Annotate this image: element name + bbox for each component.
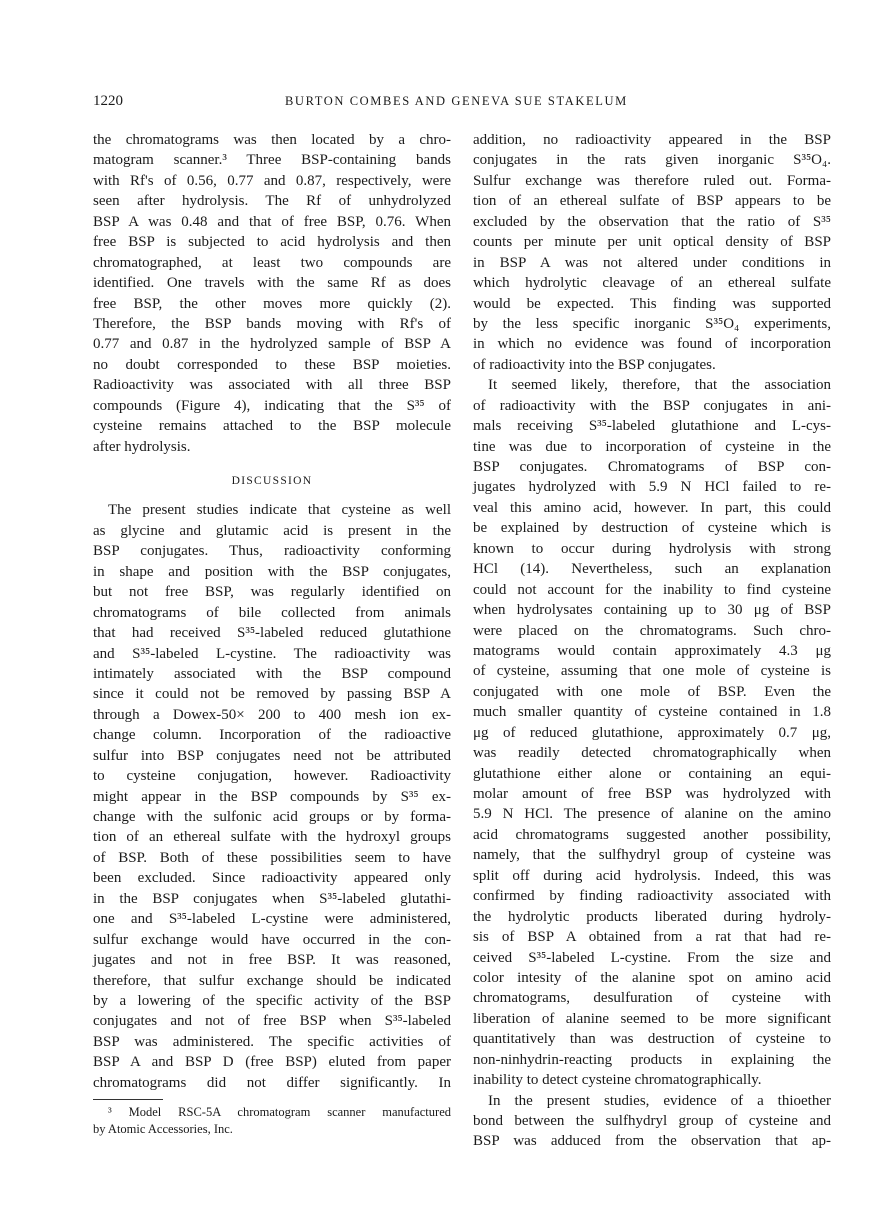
paragraph — [93, 500, 451, 1093]
text-line: bond between the sulfhydryl group of cysteine and — [473, 1113, 831, 1129]
text-line: HCl (14). Nevertheless, such an explanation — [473, 561, 831, 578]
footnote-line: by Atomic Accessories, Inc. — [93, 1122, 233, 1137]
text-line: Radioactivity was associated with all three BSP — [93, 377, 451, 394]
page-number: 1220 — [93, 93, 123, 109]
text-line: identified. One travels with the same Rf as does — [93, 275, 451, 292]
text-line: mals receiving S³⁵-labeled glutathione and L-cys- — [473, 418, 831, 435]
text-line: split off during acid hydrolysis. Indeed, this was — [473, 867, 831, 884]
text-line: change column. Incorporation of the radioactive — [93, 727, 451, 744]
text-line: might appear in the BSP compounds by S³⁵ ex- — [93, 788, 451, 805]
text-line: change with the sulfonic acid groups or by forma- — [93, 809, 451, 825]
text-line: to cysteine conjugation, however. Radioactivity — [93, 768, 451, 785]
text-line: through a Dowex-50× 200 to 400 mesh ion ex- — [93, 706, 451, 723]
text-line: much smaller quantity of cysteine contained in 1.8 — [473, 704, 831, 721]
text-line: in which no evidence was found of incorporation — [473, 336, 831, 353]
text-line: sulfur exchange would have occurred in the con- — [93, 931, 451, 948]
text-line: compounds (Figure 4), indicating that the S³⁵ of — [93, 397, 451, 414]
text-line: with Rf's of 0.56, 0.77 and 0.87, respectively, were — [93, 172, 451, 189]
paragraph — [473, 1091, 831, 1152]
text-line: sulfur into BSP conjugates need not be attributed — [93, 747, 451, 764]
text-line: been excluded. Since radioactivity appeared only — [93, 870, 451, 887]
paragraph — [473, 130, 831, 375]
footnote-line: ³ Model RSC-5A chromatogram scanner manufactured — [108, 1105, 451, 1120]
text-line: tion of an ethereal sulfate with the hydroxyl groups — [93, 829, 451, 846]
text-line: BSP was adduced from the observation that ap- — [473, 1133, 831, 1150]
text-line: jugates hydrolyzed with 5.9 N HCl failed to re- — [473, 479, 831, 496]
text-line: color intesity of the alanine spot on amino acid — [473, 969, 831, 986]
text-line: conjugates and not of free BSP when S³⁵-labeled — [93, 1013, 451, 1030]
text-line: excluded by the observation that the ratio of S³⁵ — [473, 213, 831, 230]
text-line: that had received S³⁵-labeled reduced glutathione — [93, 625, 451, 642]
text-line: after hydrolysis. — [93, 438, 191, 455]
text-line: veal this amino acid, however. In part, this could — [473, 499, 831, 516]
text-line: Therefore, the BSP bands moving with Rf's of — [93, 315, 451, 332]
text-line: since it could not be removed by passing BSP A — [93, 686, 451, 703]
text-line: jugates and not in free BSP. It was reasoned, — [93, 952, 451, 969]
text-line: of radioactivity into the BSP conjugates. — [473, 356, 716, 373]
text-line: BSP conjugates. Thus, radioactivity conforming — [93, 543, 451, 560]
text-line: confirmed by finding radioactivity associated with — [473, 888, 831, 905]
text-line: 5.9 N HCl. The presence of alanine on the amino — [473, 806, 831, 823]
text-line: the hydrolytic products liberated during hydroly- — [473, 908, 831, 925]
text-line: but not free BSP, was regularly identified on — [93, 584, 451, 601]
text-line: seen after hydrolysis. The Rf of unhydrolyzed — [93, 193, 451, 210]
text-line: of cysteine, assuming that one mole of cysteine is — [473, 663, 831, 680]
text-line: of radioactivity with the BSP conjugates in ani- — [473, 397, 831, 414]
text-line: in shape and position with the BSP conjugates, — [93, 563, 451, 580]
text-line: one and S³⁵-labeled L-cystine were administered, — [93, 911, 451, 928]
text-line: the chromatograms was then located by a chro- — [93, 132, 451, 148]
text-line: acid chromatograms suggested another possibility, — [473, 826, 831, 843]
text-line: non-ninhydrin-reacting products in explaining the — [473, 1051, 831, 1068]
text-line: inability to detect cysteine chromatographically. — [473, 1072, 762, 1089]
text-line: free BSP is subjected to acid hydrolysis and then — [93, 234, 451, 251]
running-head — [93, 93, 831, 113]
text-line: quantitatively than was destruction of cysteine to — [473, 1031, 831, 1048]
text-line: could not account for the inability to find cysteine — [473, 581, 831, 598]
text-line: Sulfur exchange was therefore ruled out. Forma- — [473, 172, 831, 189]
text-line: which hydrolytic cleavage of an ethereal sulfate — [473, 275, 831, 292]
text-line: would be expected. This finding was supported — [473, 295, 831, 312]
text-line: ceived S³⁵-labeled L-cystine. From the size and — [473, 949, 831, 966]
text-line: liberation of alanine seemed to be more significant — [473, 1010, 831, 1027]
text-line: by the less specific inorganic S³⁵O₄ experiments, — [473, 315, 831, 332]
text-line: free BSP, the other moves more quickly (2). — [93, 295, 451, 312]
text-line: addition, no radioactivity appeared in the BSP — [473, 132, 831, 148]
text-line: The present studies indicate that cysteine as well — [108, 502, 451, 519]
left-column — [93, 130, 451, 1138]
text-line: BSP was administered. The specific activities of — [93, 1033, 451, 1050]
text-line: glutathione either alone or containing an equi- — [473, 765, 831, 782]
text-line: conjugated with one mole of BSP. Even the — [473, 683, 831, 700]
section-heading: DISCUSSION — [231, 475, 313, 487]
text-line: intimately associated with the BSP compound — [93, 665, 451, 682]
text-line: μg of reduced glutathione, approximately 0.7 μg, — [473, 724, 831, 741]
text-line: was readily detected chromatographically when — [473, 745, 831, 762]
text-line: known to occur during hydrolysis with strong — [473, 540, 831, 557]
text-line: sis of BSP A obtained from a rat that had re- — [473, 929, 831, 946]
text-line: in BSP A was not altered under conditions in — [473, 254, 831, 271]
text-line: BSP A was 0.48 and that of free BSP, 0.76. When — [93, 213, 451, 230]
running-head-authors: BURTON COMBES AND GENEVA SUE STAKELUM — [285, 94, 628, 108]
text-line: were placed on the chromatograms. Such chro- — [473, 622, 831, 639]
text-line: In the present studies, evidence of a thioether — [488, 1092, 831, 1109]
text-line: BSP conjugates. Chromatograms of BSP con- — [473, 459, 831, 475]
text-line: tine was due to incorporation of cysteine in the — [473, 438, 831, 455]
text-line: in the BSP conjugates when S³⁵-labeled glutathi- — [93, 890, 451, 907]
text-line: by a lowering of the specific activity of the BSP — [93, 992, 451, 1009]
text-line: when hydrolysates containing up to 30 μg of BSP — [473, 602, 831, 619]
text-line: namely, that the sulfhydryl group of cysteine was — [473, 847, 831, 864]
text-line: chromatograms did not differ significantly. In — [93, 1074, 451, 1091]
text-line: cysteine remains attached to the BSP molecule — [93, 418, 451, 435]
text-line: chromatographed, at least two compounds are — [93, 254, 451, 271]
text-line: It seemed likely, therefore, that the association — [488, 377, 831, 394]
text-line: chromatograms of bile collected from animals — [93, 604, 451, 621]
text-line: as glycine and glutamic acid is present in the — [93, 522, 451, 539]
text-line: BSP A and BSP D (free BSP) eluted from paper — [93, 1054, 451, 1071]
text-line: molar amount of free BSP was hydrolyzed with — [473, 786, 831, 802]
text-line: therefore, that sulfur exchange should be indicated — [93, 972, 451, 989]
text-line: matograms would contain approximately 4.3 μg — [473, 642, 831, 659]
text-line: be explained by destruction of cysteine which is — [473, 520, 831, 537]
text-line: and S³⁵-labeled L-cystine. The radioactivity was — [93, 645, 451, 662]
text-line: of BSP. Both of these possibilities seem to have — [93, 849, 451, 866]
text-line: 0.77 and 0.87 in the hydrolyzed sample of BSP A — [93, 336, 451, 353]
paragraph — [473, 375, 831, 1090]
text-line: no doubt corresponded to these BSP moieties. — [93, 356, 451, 373]
text-line: matogram scanner.³ Three BSP-containing bands — [93, 152, 451, 169]
text-line: chromatograms, desulfuration of cysteine with — [473, 990, 831, 1007]
text-line: tion of an ethereal sulfate of BSP appears to be — [473, 193, 831, 210]
right-column — [473, 130, 831, 1152]
footnote-divider — [93, 1099, 163, 1100]
text-line: conjugates in the rats given inorganic S³⁵O₄. — [473, 152, 831, 169]
paragraph — [93, 130, 451, 457]
text-line: counts per minute per unit optical density of BSP — [473, 234, 831, 251]
footnote — [93, 1104, 451, 1138]
